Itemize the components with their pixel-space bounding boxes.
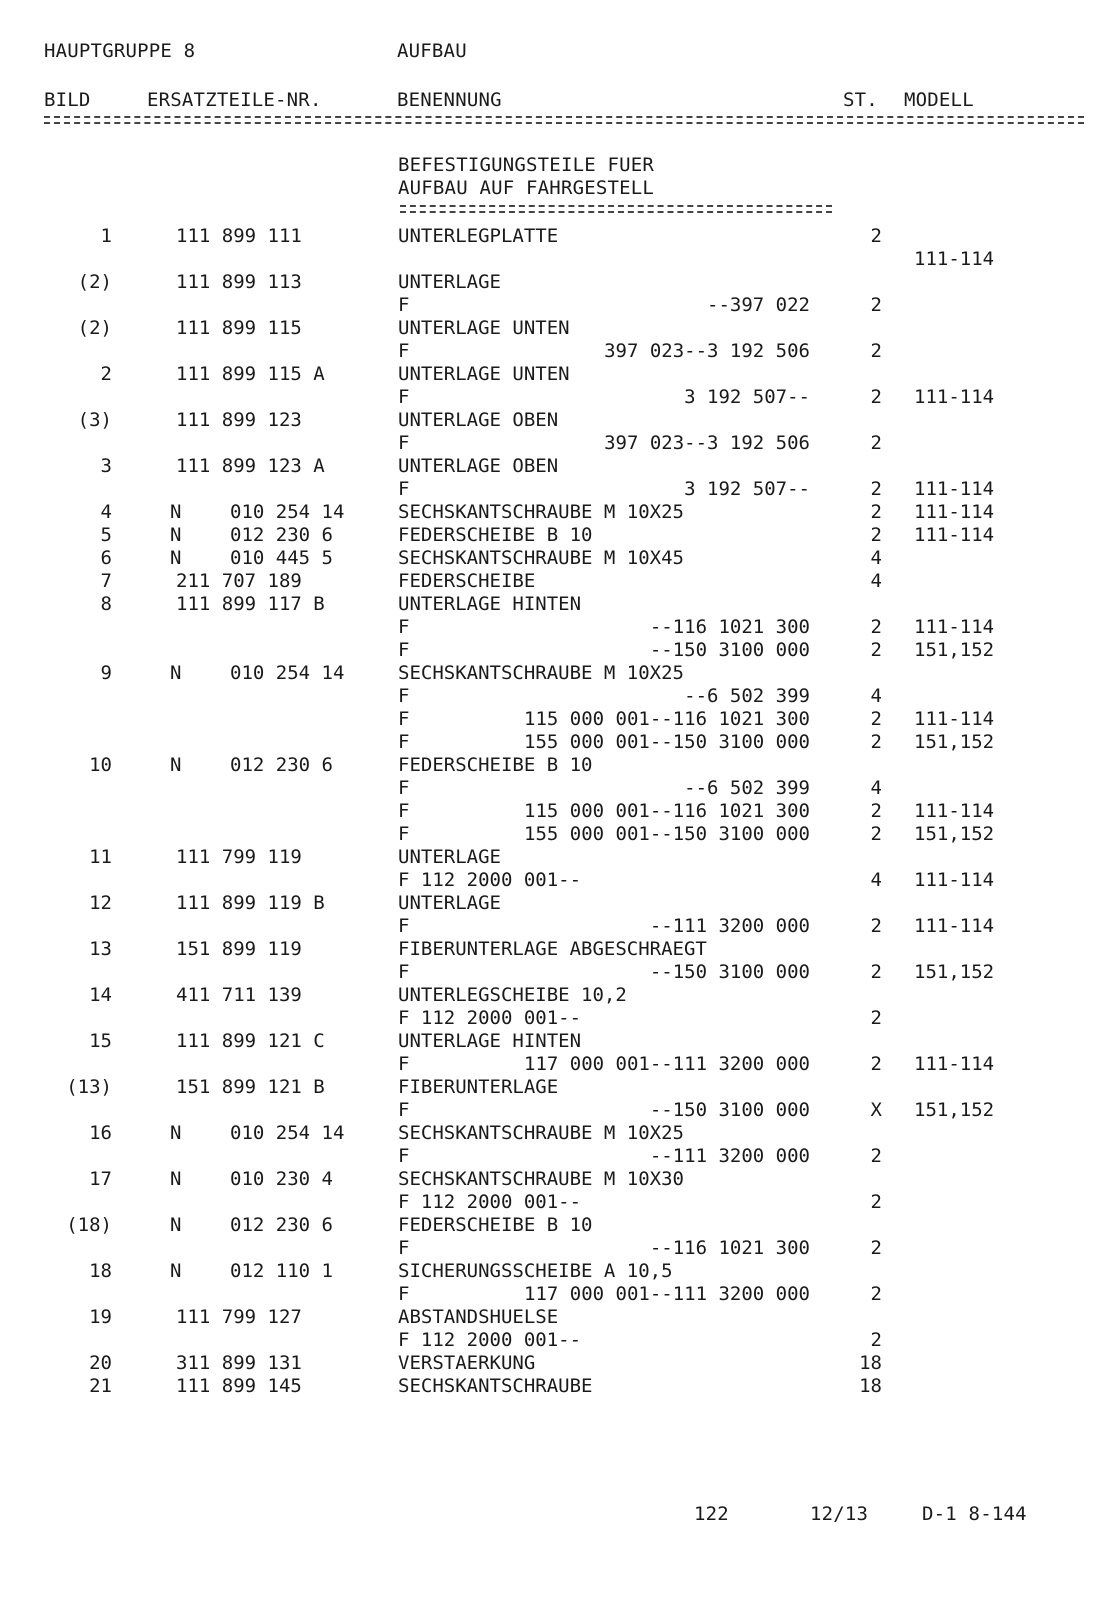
quantity: 2 [870, 225, 882, 247]
norm-marker: N [170, 547, 182, 569]
table-row [0, 1122, 1106, 1145]
chassis-range-prefix: F [398, 1283, 410, 1305]
chassis-range-prefix: F [398, 1145, 410, 1167]
chassis-range: --150 3100 000 [649, 1099, 810, 1121]
quantity: 2 [870, 294, 882, 316]
model-range: 111-114 [914, 915, 995, 937]
table-row [0, 823, 1106, 846]
bild-number: 6 [100, 547, 112, 569]
quantity: 2 [870, 1237, 882, 1259]
table-row [0, 501, 1106, 524]
table-row [0, 593, 1106, 616]
quantity: 2 [870, 1145, 882, 1167]
column-header-name: BENENNUNG [397, 89, 502, 111]
chassis-range: 155 000 001--150 3100 000 [524, 823, 810, 845]
table-row [0, 294, 1106, 317]
part-name: UNTERLAGE [398, 271, 501, 293]
chassis-range: --111 3200 000 [649, 1145, 810, 1167]
chassis-range: F 112 2000 001-- [398, 1191, 582, 1213]
part-name: UNTERLAGE [398, 846, 501, 868]
part-name: SECHSKANTSCHRAUBE M 10X25 [398, 662, 684, 684]
table-row [0, 1329, 1106, 1352]
quantity: 2 [870, 1191, 882, 1213]
norm-marker: N [170, 1214, 182, 1236]
chassis-range-prefix: F [398, 478, 410, 500]
part-number: 012 110 1 [230, 1260, 333, 1282]
table-row [0, 616, 1106, 639]
part-number: 111 899 121 C [176, 1030, 325, 1052]
table-row [0, 570, 1106, 593]
quantity: 2 [870, 1329, 882, 1351]
chassis-range-prefix: F [398, 1099, 410, 1121]
table-row [0, 800, 1106, 823]
chassis-range-prefix: F [398, 1053, 410, 1075]
quantity: 2 [870, 915, 882, 937]
chassis-range: F 112 2000 001-- [398, 1007, 582, 1029]
table-row [0, 409, 1106, 432]
part-number: 311 899 131 [176, 1352, 302, 1374]
bild-number: 18 [89, 1260, 112, 1282]
part-number: 111 899 119 B [176, 892, 325, 914]
chassis-range: 117 000 001--111 3200 000 [524, 1053, 810, 1075]
section-title-rule [400, 205, 832, 213]
part-name: UNTERLEGPLATTE [398, 225, 559, 247]
quantity: 2 [870, 524, 882, 546]
table-row [0, 340, 1106, 363]
bild-number: 16 [89, 1122, 112, 1144]
chassis-range-prefix: F [398, 708, 410, 730]
chassis-range-prefix: F [398, 639, 410, 661]
chassis-range-prefix: F [398, 961, 410, 983]
quantity: 18 [859, 1352, 882, 1374]
table-row [0, 892, 1106, 915]
part-name: FEDERSCHEIBE B 10 [398, 524, 593, 546]
part-number: 111 899 115 A [176, 363, 325, 385]
sheet-number: 12/13 [810, 1503, 869, 1525]
table-row [0, 1099, 1106, 1122]
table-row [0, 524, 1106, 547]
part-number: 111 899 145 [176, 1375, 302, 1397]
bild-number: 3 [100, 455, 112, 477]
quantity: 4 [870, 685, 882, 707]
quantity: 2 [870, 386, 882, 408]
chassis-range: --6 502 399 [684, 685, 810, 707]
model-range: 151,152 [914, 823, 995, 845]
table-row [0, 961, 1106, 984]
part-name: UNTERLAGE OBEN [398, 455, 559, 477]
chassis-range: F 112 2000 001-- [398, 1329, 582, 1351]
chassis-range-prefix: F [398, 340, 410, 362]
part-name: UNTERLEGSCHEIBE 10,2 [398, 984, 627, 1006]
chassis-range: F 112 2000 001-- [398, 869, 582, 891]
column-header-part-number: ERSATZTEILE-NR. [147, 89, 322, 111]
table-row [0, 317, 1106, 340]
norm-marker: N [170, 662, 182, 684]
bild-number: 4 [100, 501, 112, 523]
table-row [0, 869, 1106, 892]
part-name: UNTERLAGE UNTEN [398, 317, 570, 339]
part-number: 111 899 123 A [176, 455, 325, 477]
table-row [0, 662, 1106, 685]
table-row [0, 432, 1106, 455]
bild-number: 7 [100, 570, 112, 592]
part-number: 012 230 6 [230, 754, 333, 776]
chassis-range-prefix: F [398, 685, 410, 707]
table-row [0, 685, 1106, 708]
part-number: 010 254 14 [230, 1122, 345, 1144]
part-number: 151 899 119 [176, 938, 302, 960]
quantity: 2 [870, 823, 882, 845]
part-name: SECHSKANTSCHRAUBE M 10X45 [398, 547, 684, 569]
quantity: 2 [870, 340, 882, 362]
part-number: 111 899 123 [176, 409, 302, 431]
quantity: 2 [870, 1053, 882, 1075]
table-row [0, 1030, 1106, 1053]
quantity: 2 [870, 1283, 882, 1305]
model-range: 111-114 [914, 478, 995, 500]
part-name: UNTERLAGE [398, 892, 501, 914]
chassis-range: 117 000 001--111 3200 000 [524, 1283, 810, 1305]
document-code: D-1 8-144 [922, 1503, 1027, 1525]
chassis-range: 155 000 001--150 3100 000 [524, 731, 810, 753]
model-range: 111-114 [914, 248, 995, 270]
quantity: X [870, 1099, 882, 1121]
column-header-quantity: ST. [843, 89, 878, 111]
bild-number: 17 [89, 1168, 112, 1190]
table-row [0, 1214, 1106, 1237]
part-number: 111 899 115 [176, 317, 302, 339]
part-name: UNTERLAGE UNTEN [398, 363, 570, 385]
chassis-range-prefix: F [398, 616, 410, 638]
model-range: 111-114 [914, 869, 995, 891]
bild-number: 13 [89, 938, 112, 960]
chassis-range: 115 000 001--116 1021 300 [524, 800, 810, 822]
model-range: 111-114 [914, 616, 995, 638]
model-range: 151,152 [914, 731, 995, 753]
bild-number: (3) [77, 409, 112, 431]
table-row [0, 777, 1106, 800]
chassis-range: --397 022 [707, 294, 810, 316]
quantity: 4 [870, 547, 882, 569]
section-label: AUFBAU [397, 40, 467, 62]
model-range: 111-114 [914, 386, 995, 408]
table-row [0, 271, 1106, 294]
part-name: FIBERUNTERLAGE ABGESCHRAEGT [398, 938, 707, 960]
model-range: 151,152 [914, 639, 995, 661]
table-row [0, 1352, 1106, 1375]
chassis-range-prefix: F [398, 777, 410, 799]
bild-number: 5 [100, 524, 112, 546]
part-number: 111 799 127 [176, 1306, 302, 1328]
table-row [0, 1306, 1106, 1329]
part-name: ABSTANDSHUELSE [398, 1306, 559, 1328]
norm-marker: N [170, 754, 182, 776]
chassis-range: 397 023--3 192 506 [604, 340, 810, 362]
table-row [0, 915, 1106, 938]
chassis-range-prefix: F [398, 915, 410, 937]
chassis-range-prefix: F [398, 823, 410, 845]
section-title-line1: BEFESTIGUNGSTEILE FUER [398, 154, 655, 176]
chassis-range: --150 3100 000 [649, 961, 810, 983]
header-double-rule [44, 116, 1084, 124]
table-row [0, 731, 1106, 754]
model-range: 111-114 [914, 524, 995, 546]
part-name: FIBERUNTERLAGE [398, 1076, 559, 1098]
part-number: 010 254 14 [230, 662, 345, 684]
bild-number: (13) [66, 1076, 112, 1098]
table-row [0, 1375, 1106, 1398]
quantity: 4 [870, 570, 882, 592]
part-name: UNTERLAGE HINTEN [398, 1030, 582, 1052]
table-row [0, 639, 1106, 662]
norm-marker: N [170, 501, 182, 523]
quantity: 2 [870, 708, 882, 730]
table-row [0, 1260, 1106, 1283]
chassis-range-prefix: F [398, 432, 410, 454]
table-row [0, 1145, 1106, 1168]
bild-number: (18) [66, 1214, 112, 1236]
chassis-range: --116 1021 300 [649, 616, 810, 638]
table-row [0, 478, 1106, 501]
norm-marker: N [170, 1122, 182, 1144]
part-number: 010 230 4 [230, 1168, 333, 1190]
table-row [0, 1168, 1106, 1191]
bild-number: 2 [100, 363, 112, 385]
part-number: 111 899 113 [176, 271, 302, 293]
bild-number: 9 [100, 662, 112, 684]
bild-number: 21 [89, 1375, 112, 1397]
table-row [0, 984, 1106, 1007]
quantity: 4 [870, 777, 882, 799]
part-name: VERSTAERKUNG [398, 1352, 536, 1374]
table-row [0, 1053, 1106, 1076]
quantity: 2 [870, 639, 882, 661]
part-name: FEDERSCHEIBE B 10 [398, 754, 593, 776]
table-row [0, 1283, 1106, 1306]
norm-marker: N [170, 1260, 182, 1282]
part-number: 012 230 6 [230, 524, 333, 546]
part-number: 211 707 189 [176, 570, 302, 592]
model-range: 151,152 [914, 1099, 995, 1121]
model-range: 111-114 [914, 708, 995, 730]
chassis-range-prefix: F [398, 1237, 410, 1259]
chassis-range: 115 000 001--116 1021 300 [524, 708, 810, 730]
quantity: 2 [870, 501, 882, 523]
part-name: UNTERLAGE OBEN [398, 409, 559, 431]
table-row [0, 1191, 1106, 1214]
part-number: 010 254 14 [230, 501, 345, 523]
part-number: 111 899 117 B [176, 593, 325, 615]
column-header-bild: BILD [44, 89, 91, 111]
chassis-range-prefix: F [398, 800, 410, 822]
bild-number: (2) [77, 271, 112, 293]
bild-number: 15 [89, 1030, 112, 1052]
table-row [0, 1007, 1106, 1030]
chassis-range: 3 192 507-- [684, 386, 810, 408]
table-row [0, 386, 1106, 409]
table-row [0, 754, 1106, 777]
table-row [0, 225, 1106, 248]
table-row [0, 938, 1106, 961]
part-number: 010 445 5 [230, 547, 333, 569]
part-name: SECHSKANTSCHRAUBE M 10X25 [398, 501, 684, 523]
bild-number: 1 [100, 225, 112, 247]
quantity: 2 [870, 478, 882, 500]
norm-marker: N [170, 1168, 182, 1190]
column-header-model: MODELL [904, 89, 974, 111]
bild-number: 12 [89, 892, 112, 914]
bild-number: 10 [89, 754, 112, 776]
part-name: SICHERUNGSSCHEIBE A 10,5 [398, 1260, 673, 1282]
part-number: 151 899 121 B [176, 1076, 325, 1098]
quantity: 18 [859, 1375, 882, 1397]
chassis-range-prefix: F [398, 386, 410, 408]
part-name: FEDERSCHEIBE B 10 [398, 1214, 593, 1236]
page-number: 122 [694, 1503, 729, 1525]
chassis-range: --111 3200 000 [649, 915, 810, 937]
quantity: 2 [870, 731, 882, 753]
model-range: 111-114 [914, 1053, 995, 1075]
chassis-range: 397 023--3 192 506 [604, 432, 810, 454]
part-name: FEDERSCHEIBE [398, 570, 536, 592]
model-range: 111-114 [914, 501, 995, 523]
part-name: SECHSKANTSCHRAUBE M 10X25 [398, 1122, 684, 1144]
chassis-range: --150 3100 000 [649, 639, 810, 661]
quantity: 2 [870, 616, 882, 638]
quantity: 2 [870, 1007, 882, 1029]
table-row [0, 248, 1106, 271]
chassis-range: --116 1021 300 [649, 1237, 810, 1259]
norm-marker: N [170, 524, 182, 546]
part-name: UNTERLAGE HINTEN [398, 593, 582, 615]
chassis-range: 3 192 507-- [684, 478, 810, 500]
quantity: 2 [870, 800, 882, 822]
bild-number: 8 [100, 593, 112, 615]
bild-number: 14 [89, 984, 112, 1006]
table-row [0, 1076, 1106, 1099]
part-name: SECHSKANTSCHRAUBE M 10X30 [398, 1168, 684, 1190]
part-number: 111 899 111 [176, 225, 302, 247]
bild-number: 19 [89, 1306, 112, 1328]
table-row [0, 363, 1106, 386]
main-group-label: HAUPTGRUPPE 8 [44, 40, 196, 62]
quantity: 2 [870, 961, 882, 983]
model-range: 151,152 [914, 961, 995, 983]
table-row [0, 708, 1106, 731]
part-number: 411 711 139 [176, 984, 302, 1006]
table-row [0, 547, 1106, 570]
quantity: 2 [870, 432, 882, 454]
part-number: 012 230 6 [230, 1214, 333, 1236]
table-row [0, 455, 1106, 478]
bild-number: 20 [89, 1352, 112, 1374]
part-number: 111 799 119 [176, 846, 302, 868]
model-range: 111-114 [914, 800, 995, 822]
part-name: SECHSKANTSCHRAUBE [398, 1375, 593, 1397]
table-row [0, 1237, 1106, 1260]
bild-number: 11 [89, 846, 112, 868]
section-title-line2: AUFBAU AUF FAHRGESTELL [398, 177, 655, 199]
quantity: 4 [870, 869, 882, 891]
table-row [0, 846, 1106, 869]
chassis-range: --6 502 399 [684, 777, 810, 799]
chassis-range-prefix: F [398, 294, 410, 316]
chassis-range-prefix: F [398, 731, 410, 753]
bild-number: (2) [77, 317, 112, 339]
